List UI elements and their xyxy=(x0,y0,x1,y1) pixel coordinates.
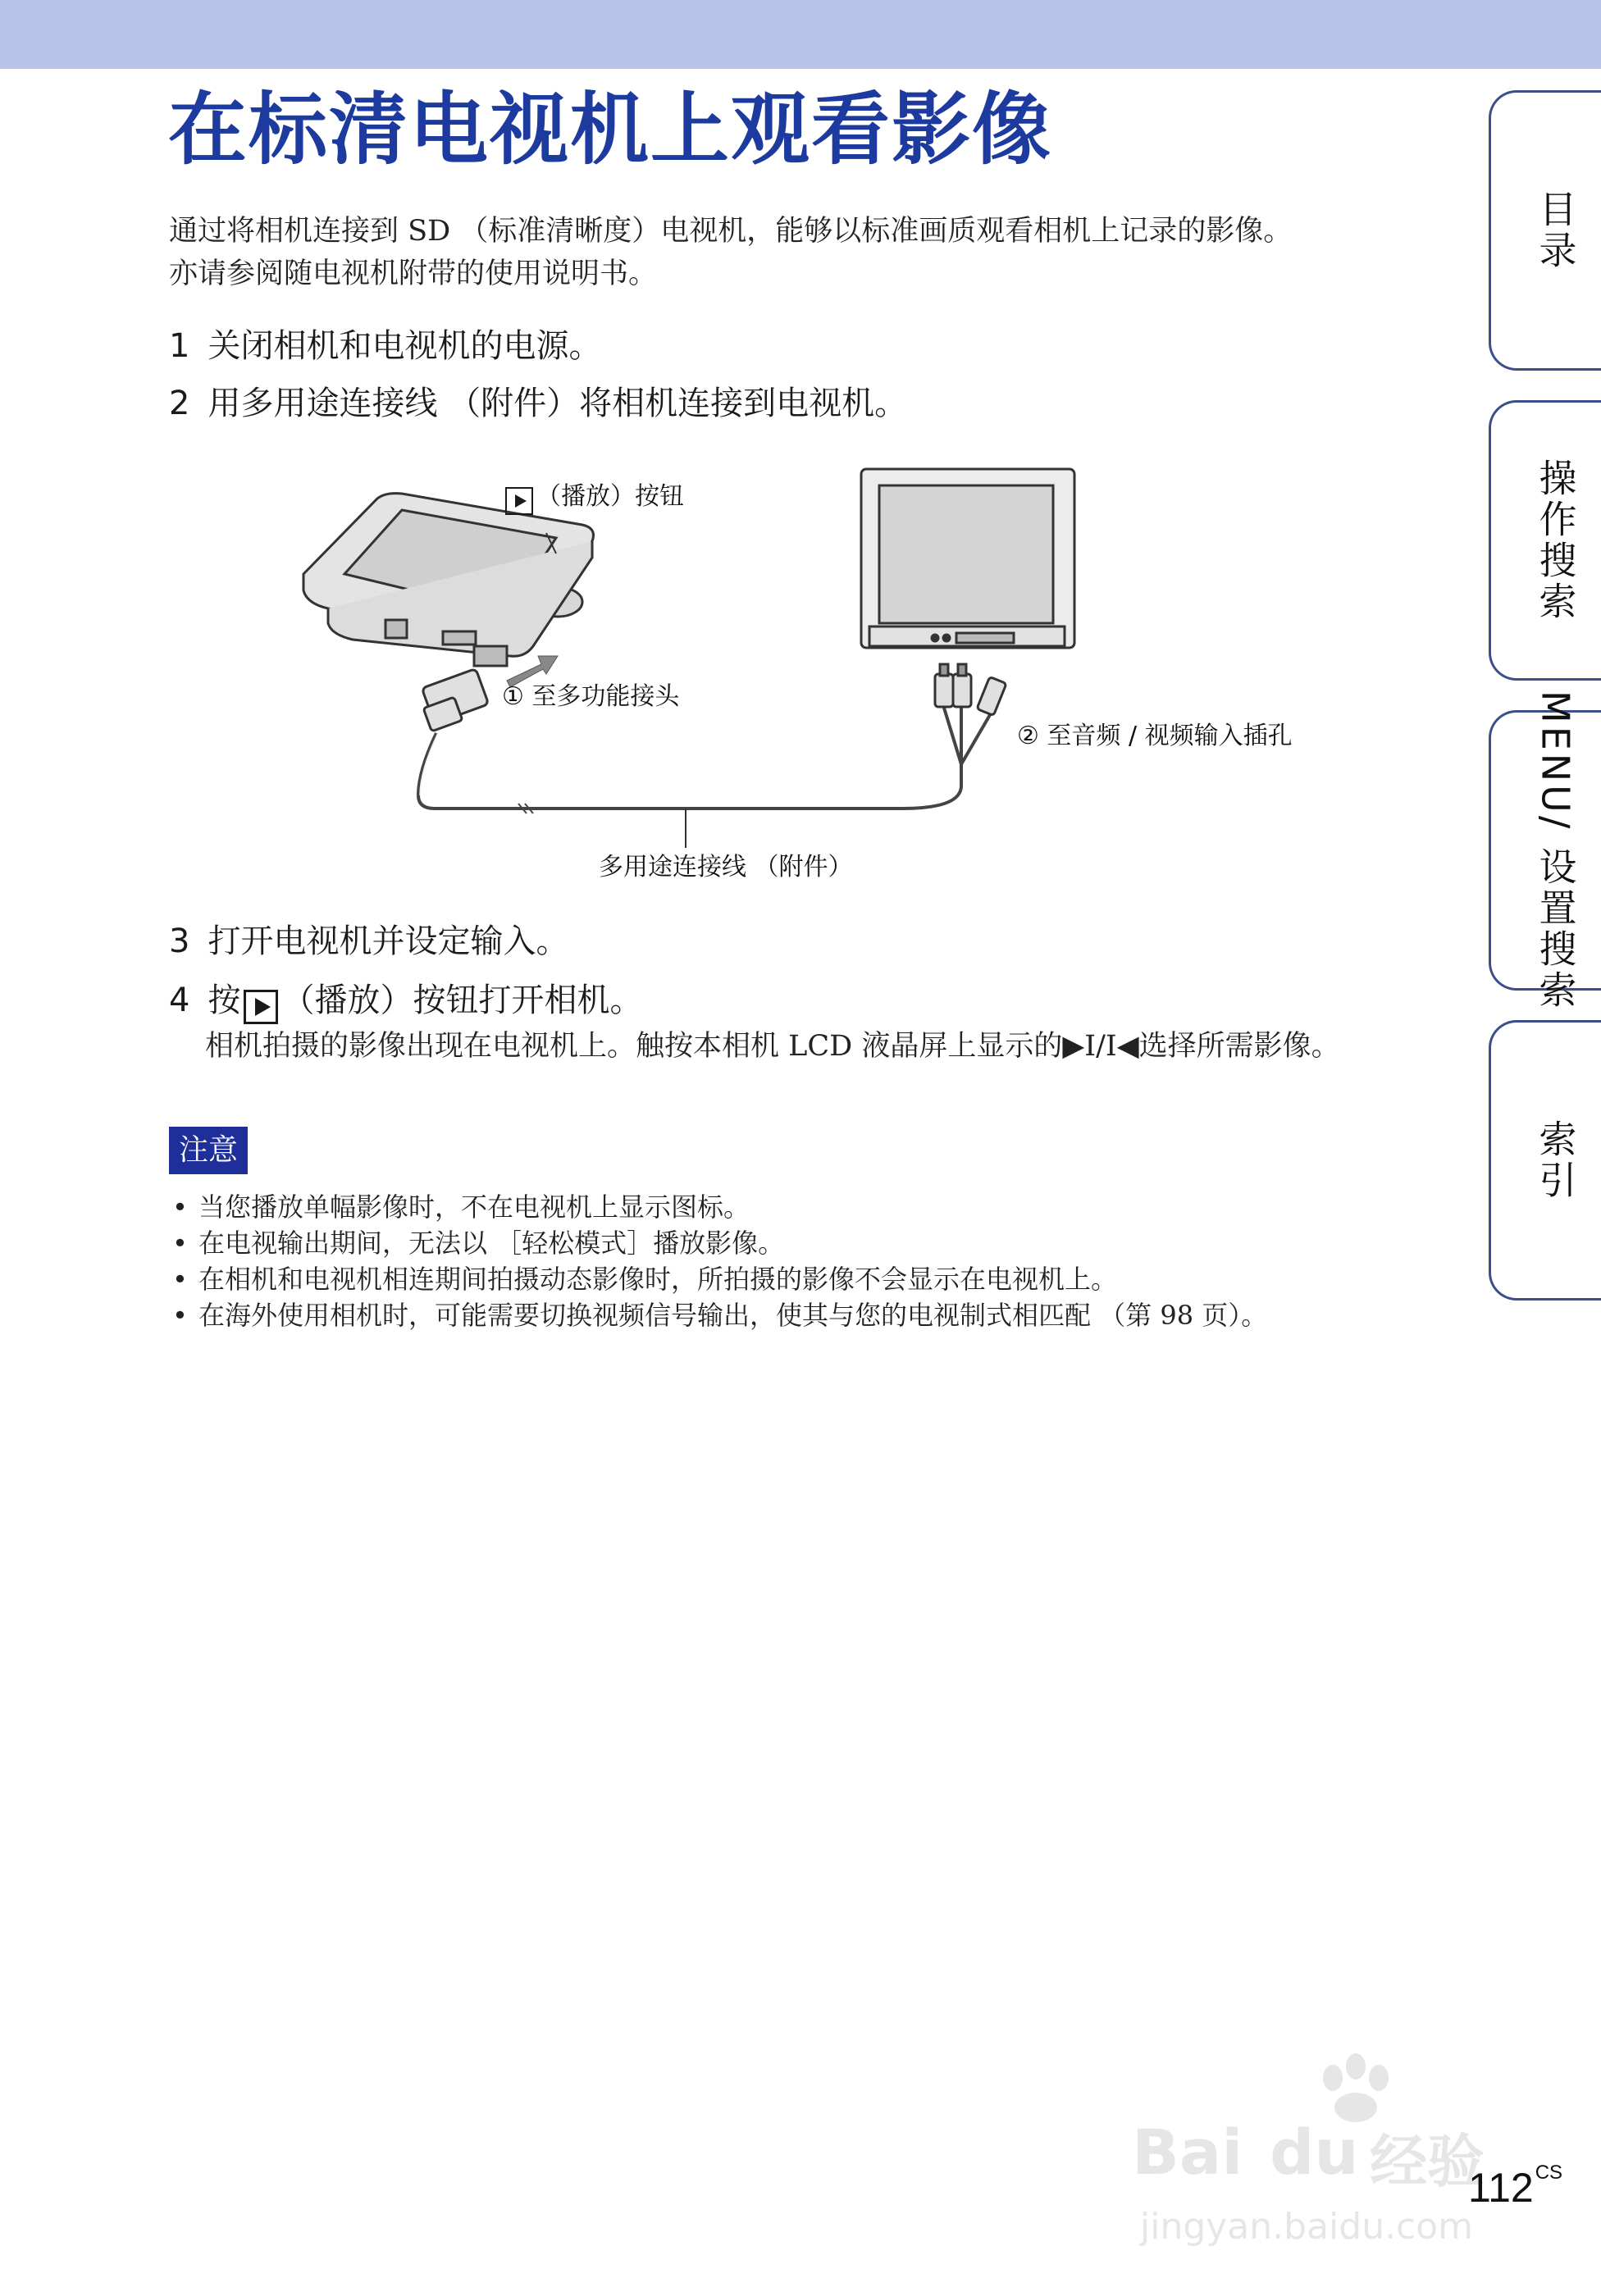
intro-paragraph xyxy=(169,210,1432,295)
watermark-suffix: 经验 xyxy=(1370,2128,1485,2195)
tab-label: 目录 xyxy=(1533,189,1578,271)
tv-illustration xyxy=(861,469,1074,648)
watermark-url: jingyan.baidu.com xyxy=(1140,2206,1474,2248)
av-input-label: ② 至音频 / 视频输入插孔 xyxy=(1017,722,1293,750)
intro-line-2: 亦请参阅随电视机附带的使用说明书。 xyxy=(169,257,658,290)
play-icon xyxy=(505,487,533,515)
step-text: 打开电视机并设定输入。 xyxy=(208,922,569,960)
cable-path xyxy=(418,733,961,809)
notes-badge: 注意 xyxy=(169,1127,248,1174)
paw-icon xyxy=(1308,2050,1407,2124)
step-number: 2 xyxy=(169,385,190,422)
step-4-description: 相机拍摄的影像出现在电视机上。触按本相机 LCD 液晶屏上显示的▶I/I◀选择所需影像。 xyxy=(205,1030,1340,1063)
tab-contents[interactable] xyxy=(1489,90,1601,371)
camera-illustration xyxy=(303,494,594,666)
watermark-brand: Bai xyxy=(1132,2116,1243,2189)
page-title: 在标清电视机上观看影像 xyxy=(168,84,1052,175)
step-number: 4 xyxy=(169,982,190,1019)
step-2 xyxy=(169,380,907,426)
baidu-watermark xyxy=(1132,2050,1517,2255)
note-item: • 在海外使用相机时，可能需要切换视频信号输出，使其与您的电视制式相匹配 （第 98 页）。 xyxy=(172,1300,1268,1331)
note-item: • 在相机和电视机相连期间拍摄动态影像时，所拍摄的影像不会显示在电视机上。 xyxy=(172,1264,1118,1295)
tab-menu-settings-search[interactable] xyxy=(1489,690,1601,1011)
step-text: 关闭相机和电视机的电源。 xyxy=(208,327,602,365)
av-plugs xyxy=(935,664,1006,764)
multi-connector-label: ① 至多功能接头 xyxy=(502,682,680,711)
intro-line-1: 通过将相机连接到 SD （标准清晰度）电视机，能够以标准画质观看相机上记录的影像。 xyxy=(169,215,1293,248)
multi-connector-plug xyxy=(422,668,489,731)
watermark-brand-2: du xyxy=(1270,2116,1359,2189)
play-button-label: （播放）按钮 xyxy=(502,481,684,515)
step-1 xyxy=(169,323,601,369)
step-number: 1 xyxy=(169,327,190,365)
connection-illustration xyxy=(295,459,1411,902)
tab-index[interactable] xyxy=(1489,1020,1601,1301)
step-4 xyxy=(169,977,642,1024)
note-item: • 当您播放单幅影像时，不在电视机上显示图标。 xyxy=(172,1191,750,1223)
connection-diagram xyxy=(295,459,1411,902)
tab-operation-search[interactable] xyxy=(1489,400,1601,681)
step-3 xyxy=(169,918,568,964)
note-item: • 在电视输出期间，无法以 ［轻松模式］播放影像。 xyxy=(172,1228,785,1259)
step-text: 用多用途连接线 （附件）将相机连接到电视机。 xyxy=(208,385,908,422)
tab-label: 操作搜索 xyxy=(1533,458,1578,622)
step-number: 3 xyxy=(169,922,190,960)
cable-label: 多用途连接线 （附件） xyxy=(599,853,853,882)
step-text-after: （播放）按钮打开相机。 xyxy=(281,982,643,1019)
top-header-band xyxy=(0,0,1601,69)
tab-label: 索引 xyxy=(1533,1119,1578,1201)
page-number: $112^{CS}$ xyxy=(1468,2162,1563,2211)
notes-list xyxy=(169,1189,1267,1333)
tab-label: MENU/ 设置搜索 xyxy=(1533,690,1578,1011)
play-icon xyxy=(244,990,278,1024)
step-text-before: 按 xyxy=(208,982,241,1019)
